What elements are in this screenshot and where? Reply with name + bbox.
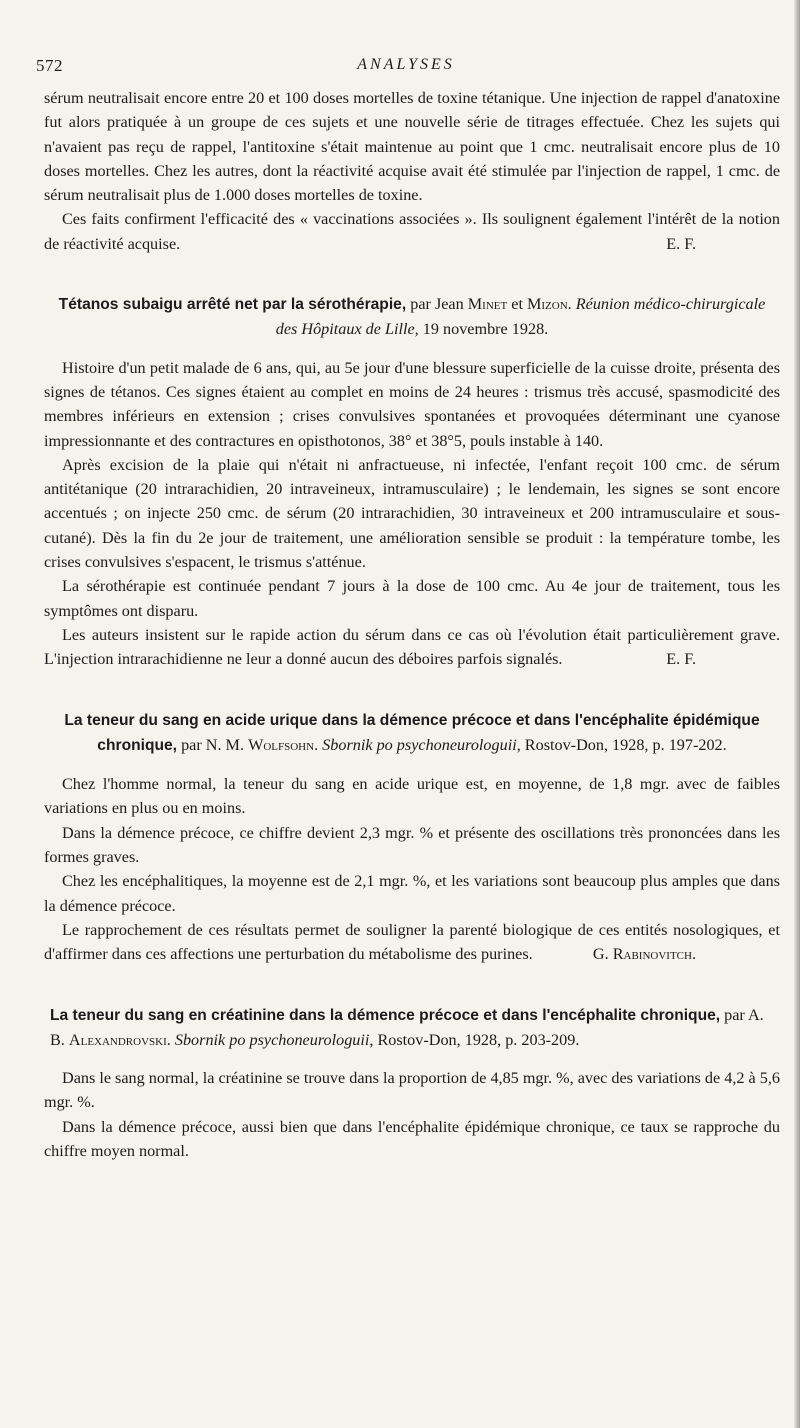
- article-paragraph: Chez l'homme normal, la teneur du sang en acide urique est, en moyenne, de 1,8 mgr. avec de faibles variations en plus ou en moins.: [44, 775, 780, 818]
- article-title: Tétanos subaigu arrêté net par la sérothérapie,: [58, 296, 407, 314]
- article-title: La teneur du sang en créatinine dans la démence précoce et dans l'encéphalite chronique,: [50, 1006, 721, 1024]
- article-paragraph-final: [44, 623, 780, 672]
- article-paragraph: Histoire d'un petit malade de 6 ans, qui, au 5e jour d'une blessure superficielle de la cuisse droite, présenta des signes de tétanos. Ces signes étaient au complet en moins de 24 heures : trismus très accusé, spasmodicité des membres inférieurs en extension ; crises convulsives spontanées et provoquées déterminant une cyanose impressionnante et des contractures en opisthotonos, 38° et 38°5, pouls instable à 140.: [44, 358, 780, 450]
- article-heading: [44, 292, 780, 342]
- article-source: Réunion médico-chirurgicale des Hôpitaux de Lille,: [275, 295, 766, 339]
- article-author: Minet: [467, 295, 508, 314]
- article-paragraph-text: Le rapprochement de ces résultats permet de souligner la parenté biologique de ces entités nosologiques, et d'affirmer dans ces affections une perturbation du métabolisme des purines.: [44, 920, 780, 964]
- article-paragraph-final: [44, 918, 780, 967]
- signature-name: Rabinovitch.: [612, 945, 696, 964]
- article-by: par Jean: [410, 295, 464, 314]
- carryover-section: [44, 86, 780, 256]
- signature-initial: G.: [592, 945, 609, 964]
- article-paragraph: Après excision de la plaie qui n'était ni anfractueuse, ni infectée, l'enfant reçoit 100 cmc. de sérum antitétanique (20 intrarachidien, 20 intraveineux, intramusculaire) ; le lendemain, les signes se sont encore accentués ; on injecte 250 cmc. de sérum (20 intrarachidien, 30 intraveineux et 200 intramusculaire et sous-cutané). Dès la fin du 2e jour de traitement, une amélioration sensible se produit : la température tombe, les crises convulsives s'espacent, le trismus s'atténue.: [44, 455, 780, 572]
- article-acide-urique: [44, 708, 780, 967]
- article-by: par A. B.: [50, 1005, 764, 1049]
- article-paragraph-text: Les auteurs insistent sur le rapide action du sérum dans ce cas où l'évolution était particulièrement grave. L'injection intrarachidienne ne leur a donné aucun des déboires parfois signalés.: [44, 625, 780, 669]
- article-date: 19 novembre 1928.: [422, 320, 549, 339]
- page-edge-shadow: [794, 0, 800, 1428]
- carryover-paragraph: sérum neutralisait encore entre 20 et 100 doses mortelles de toxine tétanique. Une injection de rappel d'anatoxine fut alors pratiquée à un groupe de ces sujets et une nouvelle série de titrages effectuée. Chez les sujets qui n'avaient pas reçu de rappel, l'antitoxine s'était maintenue au point que 1 cmc. neutralisait encore plus de 10 doses mortelles. Chez les autres, dont la réactivité acquise avait été stimulée par l'injection de rappel, 1 cmc. de sérum neutralisait plus de 1.000 doses mortelles de toxine.: [44, 89, 780, 205]
- article-source: Sbornik po psychoneurologuii,: [322, 735, 521, 754]
- article-author: Wolfsohn.: [248, 735, 319, 754]
- carryover-conclusion-text: Ces faits confirment l'efficacité des « vaccinations associées ». Ils soulignent également l'intérêt de la notion de réactivité acquise.: [44, 210, 780, 253]
- running-title: ANALYSES: [357, 56, 455, 73]
- article-paragraph: La sérothérapie est continuée pendant 7 jours à la dose de 100 cmc. Au 4e jour de traitement, tous les symptômes ont disparu.: [44, 577, 780, 620]
- article-paragraph: Chez les encéphalitiques, la moyenne est de 2,1 mgr. %, et les variations sont beaucoup plus amples que dans la démence précoce.: [44, 872, 780, 915]
- article-by: par N. M.: [181, 735, 245, 754]
- page-content: [44, 86, 780, 1163]
- page-number: 572: [36, 56, 63, 75]
- article-and: et: [511, 295, 523, 314]
- signature: E. F.: [666, 234, 696, 253]
- signature: E. F.: [666, 650, 696, 669]
- article-heading: [44, 1003, 780, 1053]
- article-author: Alexandrovski.: [68, 1030, 171, 1049]
- article-paragraph: Dans la démence précoce, aussi bien que dans l'encéphalite épidémique chronique, ce taux se rapproche du chiffre moyen normal.: [44, 1117, 780, 1160]
- running-header: [36, 56, 776, 78]
- article-heading: [44, 708, 780, 759]
- article-paragraph: Dans le sang normal, la créatinine se trouve dans la proportion de 4,85 mgr. %, avec des variations de 4,2 à 5,6 mgr. %.: [44, 1069, 780, 1112]
- article-tetanos: [44, 292, 780, 671]
- carryover-conclusion-paragraph: [44, 207, 780, 256]
- article-creatinine: [44, 1003, 780, 1164]
- article-paragraph: Dans la démence précoce, ce chiffre devient 2,3 mgr. % et présente des oscillations très prononcées dans les formes graves.: [44, 823, 780, 867]
- article-source: Sbornik po psychoneurologuii,: [174, 1030, 374, 1049]
- article-place-date: Rostov-Don, 1928, p. 197-202.: [524, 735, 727, 754]
- article-author: Mizon.: [527, 295, 572, 314]
- article-place-date: Rostov-Don, 1928, p. 203-209.: [377, 1030, 580, 1049]
- signature: [575, 942, 696, 966]
- article-title: La teneur du sang en acide urique dans la démence précoce et dans l'encéphalite épidémique chronique,: [64, 711, 760, 754]
